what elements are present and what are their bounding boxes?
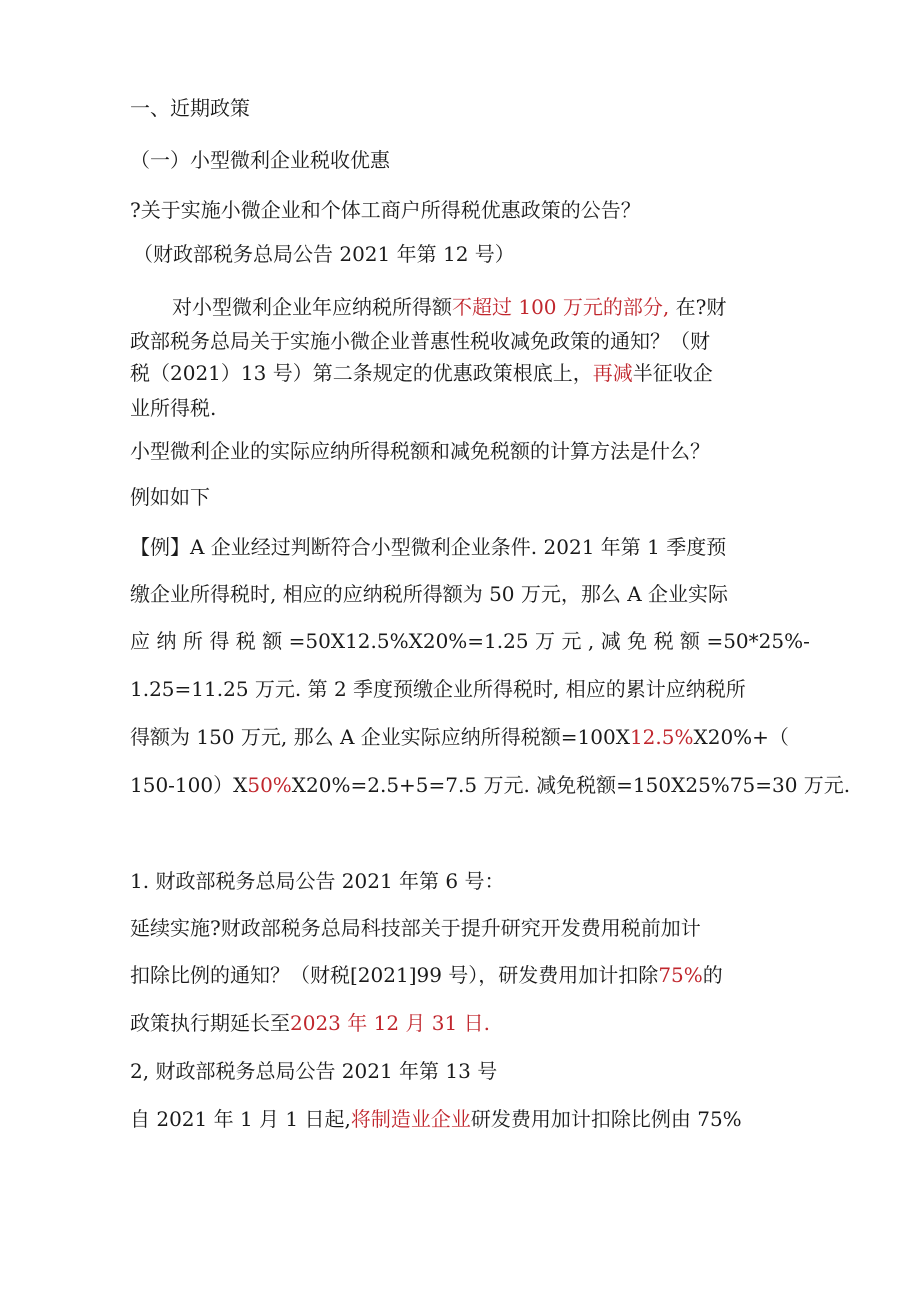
policy-item-title: 2, 财政部税务总局公告 2021 年第 13 号	[130, 1059, 498, 1083]
highlight-text: 再减	[592, 361, 633, 385]
paragraph-line: 对小型微利企业年应纳税所得额不超过 100 万元的部分, 在?财	[172, 295, 727, 319]
policy-item-line: 扣除比例的通知？（财税[2021]99 号），研发费用加计扣除75%的	[130, 963, 723, 987]
example-intro: 例如如下	[130, 485, 210, 509]
notice-reference: （财政部税务总局公告 2021 年第 12 号）	[133, 242, 515, 266]
example-line: 150-100）X50%X20%=2.5+5=7.5 万元. 减免税额=150X25%75=30 万元.	[130, 773, 851, 797]
policy-item-line: 自 2021 年 1 月 1 日起,将制造业企业研发费用加计扣除比例由 75%	[130, 1107, 742, 1131]
highlight-text: 50%	[247, 773, 292, 797]
highlight-text: 2023 年 12 月 31 日.	[290, 1011, 490, 1035]
subheading-small-micro-tax: （一）小型微利企业税收优惠	[130, 148, 390, 172]
example-line: 1.25=11.25 万元. 第 2 季度预缴企业所得税时, 相应的累计应纳税所	[130, 677, 746, 701]
example-line-justified: 应 纳 所 得 税 额 =50X12.5%X20%=1.25 万 元 , 减 免 税 额 =50*25%-	[130, 629, 810, 653]
notice-title: ?关于实施小微企业和个体工商户所得税优惠政策的公告？	[130, 198, 641, 222]
example-line: 得额为 150 万元, 那么 A 企业实际应纳所得税额=100X12.5%X20%+（	[130, 725, 789, 749]
paragraph-line: 政部税务总局关于实施小微企业普惠性税收减免政策的通知？（财	[130, 329, 710, 353]
example-line: 【例】A 企业经过判断符合小型微利企业条件. 2021 年第 1 季度预	[130, 535, 727, 559]
highlight-text: 12.5%	[629, 725, 694, 749]
highlight-text: 不超过 100 万元的部分,	[452, 295, 670, 319]
heading-recent-policy: 一、近期政策	[130, 96, 250, 120]
highlight-text: 将制造业企业	[350, 1107, 471, 1131]
policy-item-line: 政策执行期延长至2023 年 12 月 31 日.	[130, 1011, 490, 1035]
policy-item-title: 1. 财政部税务总局公告 2021 年第 6 号：	[130, 869, 505, 893]
paragraph-line: 业所得税.	[130, 396, 217, 420]
question-line: 小型微利企业的实际应纳所得税额和减免税额的计算方法是什么？	[130, 439, 710, 463]
highlight-text: 75%	[658, 963, 703, 987]
policy-item-line: 延续实施?财政部税务总局科技部关于提升研究开发费用税前加计	[130, 916, 701, 940]
example-line: 缴企业所得税时, 相应的应纳税所得额为 50 万元，那么 A 企业实际	[130, 582, 729, 606]
paragraph-line: 税（2021）13 号）第二条规定的优惠政策根底上，再减半征收企	[130, 361, 713, 385]
